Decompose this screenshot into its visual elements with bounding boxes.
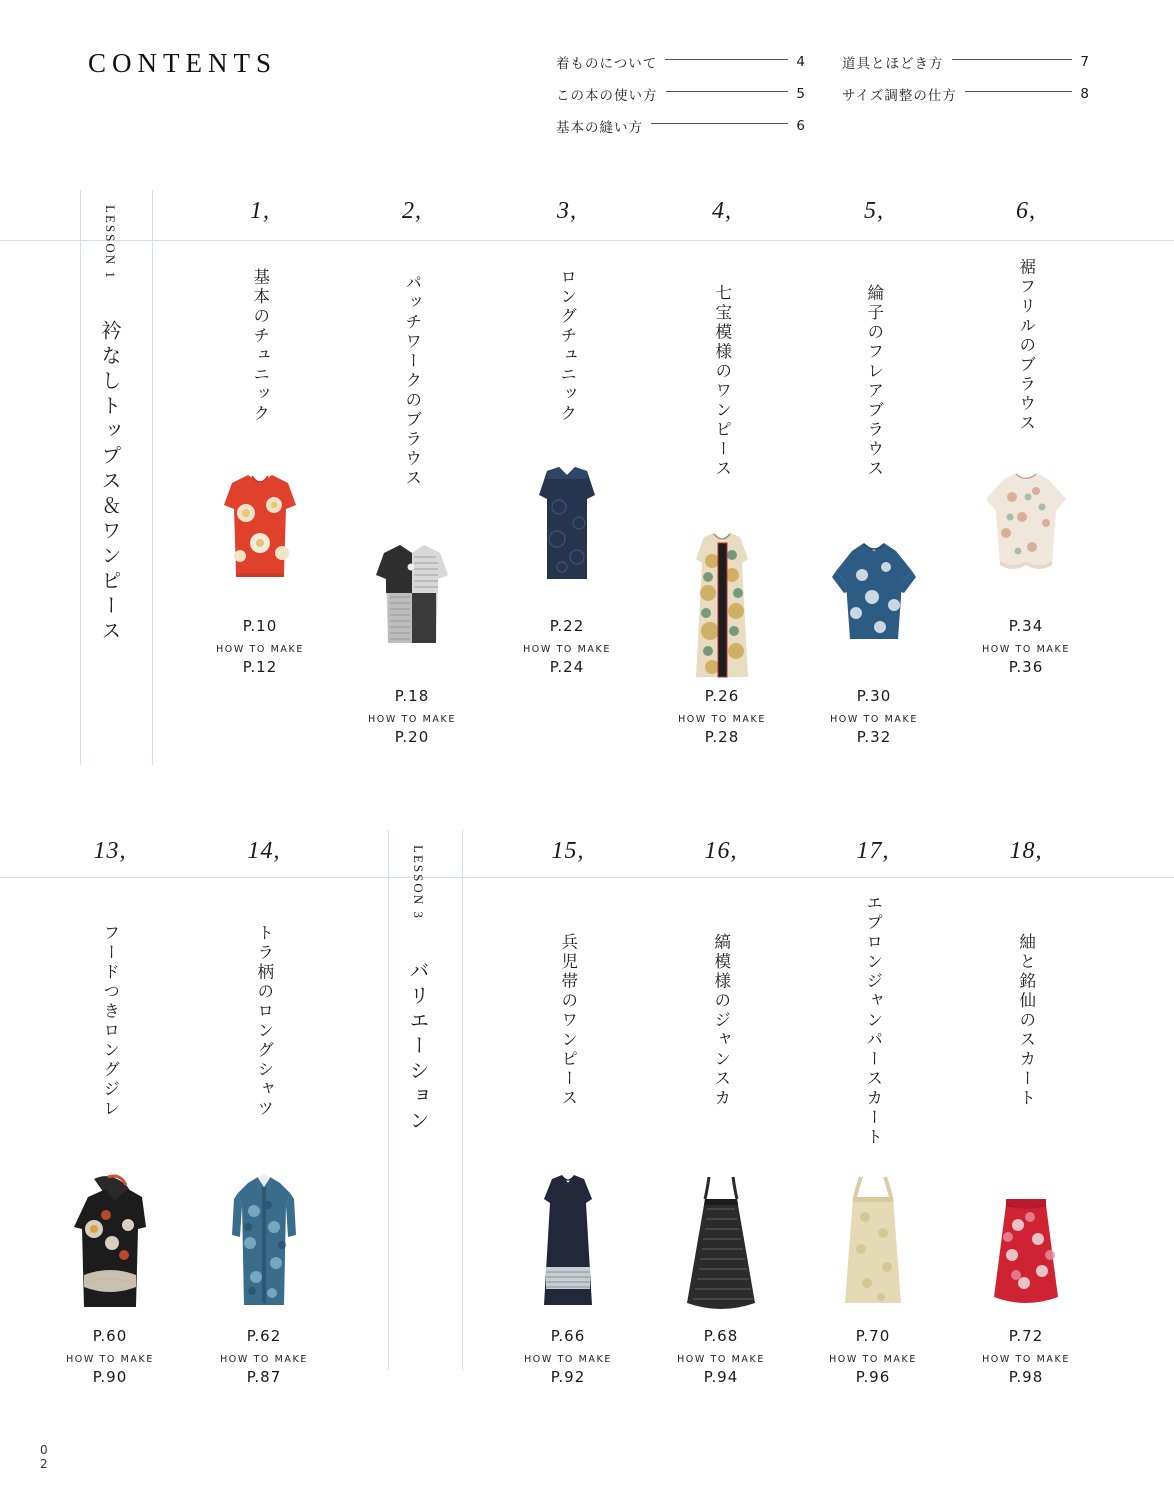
- list-item[interactable]: [809, 198, 939, 746]
- garment-thumbnail-skirt-red[interactable]: [961, 1171, 1091, 1321]
- toc-leader: [965, 91, 1072, 92]
- lesson-number: LESSON 3: [411, 845, 426, 920]
- toc-leader: [952, 59, 1073, 60]
- lesson-label-3: [404, 845, 433, 1135]
- howto-label: HOW TO MAKE: [216, 644, 304, 655]
- item-page: P.22: [549, 617, 585, 635]
- item-title: トラ柄のロングシャツ: [254, 923, 274, 1119]
- garment-thumbnail-jumper-stripe[interactable]: [656, 1171, 786, 1321]
- item-page: P.30: [856, 687, 892, 705]
- toc-leader: [665, 59, 788, 60]
- list-item[interactable]: [657, 198, 787, 746]
- item-number: 16,: [704, 838, 738, 864]
- item-number: 4,: [712, 198, 732, 224]
- toc-leader: [651, 123, 788, 124]
- toc-entry[interactable]: [556, 116, 806, 136]
- toc-entry-label: 着ものについて: [556, 56, 658, 72]
- garment-thumbnail-top-red-floral[interactable]: [195, 461, 325, 611]
- list-item[interactable]: [195, 198, 325, 676]
- garment-thumbnail-dress-shippo[interactable]: [657, 531, 787, 681]
- item-title: 兵児帯のワンピース: [558, 933, 578, 1109]
- item-number: 14,: [247, 838, 281, 864]
- page-folio: [40, 1444, 49, 1472]
- item-title: 綸子のフレアブラウス: [864, 283, 884, 479]
- item-howto-page: P.36: [1008, 658, 1044, 676]
- toc-entry-page: 5: [796, 86, 806, 102]
- item-page: P.34: [1008, 617, 1044, 635]
- lesson1-vertical-rule-left: [80, 190, 81, 765]
- item-page: P.66: [550, 1327, 586, 1345]
- front-matter-toc: [556, 52, 1116, 136]
- item-number: 1,: [250, 198, 270, 224]
- item-page: P.68: [703, 1327, 739, 1345]
- list-item[interactable]: [45, 838, 175, 1386]
- howto-label: HOW TO MAKE: [220, 1354, 308, 1365]
- garment-thumbnail-blouse-blue[interactable]: [809, 531, 939, 681]
- item-howto-page: P.24: [549, 658, 585, 676]
- item-title: 裾フリルのブラウス: [1016, 258, 1036, 434]
- toc-column-2: [842, 52, 1090, 136]
- list-item[interactable]: [656, 838, 786, 1386]
- lesson3-vertical-rule-right: [462, 830, 463, 1370]
- list-item[interactable]: [199, 838, 329, 1386]
- list-item[interactable]: [503, 838, 633, 1386]
- item-title: 七宝模様のワンピース: [712, 283, 732, 479]
- howto-label: HOW TO MAKE: [982, 644, 1070, 655]
- item-number: 3,: [557, 198, 577, 224]
- list-item[interactable]: [961, 198, 1091, 676]
- list-item[interactable]: [502, 198, 632, 676]
- toc-entry-label: 道具とほどき方: [842, 56, 944, 72]
- toc-entry-page: 8: [1080, 86, 1090, 102]
- item-title: 基本のチュニック: [250, 268, 270, 424]
- item-howto-page: P.90: [92, 1368, 128, 1386]
- item-howto-page: P.12: [242, 658, 278, 676]
- item-howto-page: P.94: [703, 1368, 739, 1386]
- toc-column-1: [556, 52, 806, 136]
- toc-entry-page: 4: [796, 54, 806, 70]
- howto-label: HOW TO MAKE: [678, 714, 766, 725]
- item-page: P.70: [855, 1327, 891, 1345]
- toc-entry[interactable]: [556, 52, 806, 72]
- lesson-title: バリエーション: [406, 959, 430, 1135]
- toc-entry-label: この本の使い方: [556, 88, 658, 104]
- folio-digit-0: 0: [40, 1443, 49, 1458]
- lesson3-vertical-rule-left: [388, 830, 389, 1370]
- item-page: P.26: [704, 687, 740, 705]
- item-howto-page: P.98: [1008, 1368, 1044, 1386]
- item-howto-page: P.87: [246, 1368, 282, 1386]
- toc-entry[interactable]: [842, 84, 1090, 104]
- lesson-label-1: [96, 205, 125, 645]
- item-page: P.18: [394, 687, 430, 705]
- item-number: 15,: [551, 838, 585, 864]
- folio-digit-2: 2: [40, 1457, 49, 1472]
- item-number: 2,: [402, 198, 422, 224]
- howto-label: HOW TO MAKE: [982, 1354, 1070, 1365]
- garment-thumbnail-top-patchwork[interactable]: [347, 531, 477, 681]
- toc-leader: [666, 91, 789, 92]
- item-howto-page: P.96: [855, 1368, 891, 1386]
- toc-entry[interactable]: [842, 52, 1090, 72]
- lesson1-vertical-rule-right: [152, 190, 153, 765]
- toc-entry-label: サイズ調整の仕方: [842, 88, 957, 104]
- item-title: 紬と銘仙のスカート: [1016, 933, 1036, 1109]
- item-page: P.72: [1008, 1327, 1044, 1345]
- item-page: P.62: [246, 1327, 282, 1345]
- item-number: 17,: [856, 838, 890, 864]
- garment-thumbnail-blouse-ruffle[interactable]: [961, 461, 1091, 611]
- garment-thumbnail-tunic-navy[interactable]: [502, 461, 632, 611]
- lesson-number: LESSON 1: [103, 205, 118, 280]
- item-page: P.10: [242, 617, 278, 635]
- item-howto-page: P.28: [704, 728, 740, 746]
- item-page: P.60: [92, 1327, 128, 1345]
- item-number: 13,: [93, 838, 127, 864]
- toc-entry-page: 7: [1080, 54, 1090, 70]
- item-howto-page: P.92: [550, 1368, 586, 1386]
- item-howto-page: P.32: [856, 728, 892, 746]
- list-item[interactable]: [808, 838, 938, 1386]
- item-title: パッチワークのブラウス: [402, 273, 422, 489]
- howto-label: HOW TO MAKE: [524, 1354, 612, 1365]
- howto-label: HOW TO MAKE: [829, 1354, 917, 1365]
- list-item[interactable]: [961, 838, 1091, 1386]
- lesson-title: 衿なしトップス＆ワンピース: [98, 319, 122, 645]
- page-title: CONTENTS: [88, 48, 277, 78]
- howto-label: HOW TO MAKE: [66, 1354, 154, 1365]
- garment-thumbnail-gilet-hood[interactable]: [45, 1171, 175, 1321]
- item-number: 6,: [1016, 198, 1036, 224]
- toc-entry-label: 基本の縫い方: [556, 120, 643, 136]
- item-number: 18,: [1009, 838, 1043, 864]
- item-title: フードつきロングジレ: [100, 923, 120, 1119]
- item-title: ロングチュニック: [557, 268, 577, 424]
- howto-label: HOW TO MAKE: [523, 644, 611, 655]
- howto-label: HOW TO MAKE: [368, 714, 456, 725]
- garment-thumbnail-dress-heko[interactable]: [503, 1171, 633, 1321]
- garment-thumbnail-shirt-long-blue[interactable]: [199, 1171, 329, 1321]
- item-howto-page: P.20: [394, 728, 430, 746]
- item-title: 縞模様のジャンスカ: [711, 933, 731, 1109]
- howto-label: HOW TO MAKE: [677, 1354, 765, 1365]
- item-number: 5,: [864, 198, 884, 224]
- list-item[interactable]: [347, 198, 477, 746]
- toc-entry[interactable]: [556, 84, 806, 104]
- howto-label: HOW TO MAKE: [830, 714, 918, 725]
- toc-entry-page: 6: [796, 118, 806, 134]
- item-title: エプロンジャンパースカート: [863, 894, 883, 1148]
- garment-thumbnail-apron-jumper[interactable]: [808, 1171, 938, 1321]
